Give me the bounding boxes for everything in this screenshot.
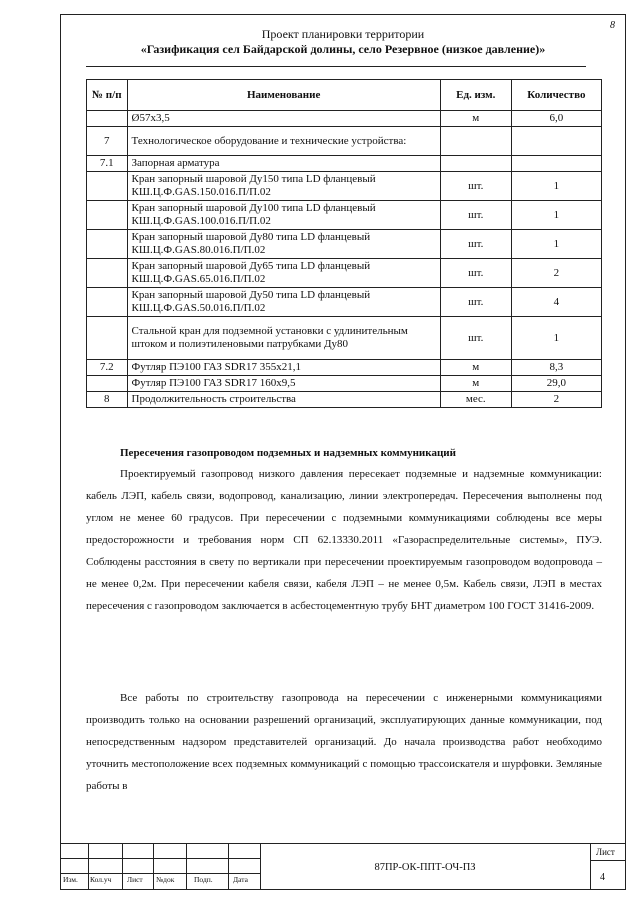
cell-name: Стальной кран для подземной установки с удлинительным штоком и полиэтиленовыми патрубками Ду80: [127, 317, 440, 360]
cell-unit: шт.: [440, 259, 511, 288]
stamp-label-podp: Подп.: [194, 875, 213, 884]
specification-table: [86, 79, 602, 408]
table-row: [87, 230, 602, 259]
cell-num: 7: [87, 127, 128, 156]
cell-unit: м: [440, 360, 511, 376]
cell-unit: шт.: [440, 230, 511, 259]
header-rule: [86, 66, 586, 67]
table-row: [87, 111, 602, 127]
cell-unit: [440, 127, 511, 156]
table-row: [87, 259, 602, 288]
cell-num: [87, 201, 128, 230]
cell-name: Запорная арматура: [127, 156, 440, 172]
header-name: Наименование: [127, 80, 440, 111]
cell-num: [87, 172, 128, 201]
section-title: Пересечения газопроводом подземных и надземных коммуникаций: [120, 447, 456, 459]
cell-qty: 2: [511, 259, 601, 288]
cell-qty: 1: [511, 317, 601, 360]
cell-unit: шт.: [440, 288, 511, 317]
cell-name: Ø57х3,5: [127, 111, 440, 127]
page-number: 8: [610, 20, 615, 31]
cell-name: Кран запорный шаровой Ду80 типа LD фланцевый КШ.Ц.Ф.GAS.80.016.П/П.02: [127, 230, 440, 259]
cell-num: [87, 230, 128, 259]
table-row: [87, 360, 602, 376]
cell-num: [87, 259, 128, 288]
paragraph-1: Проектируемый газопровод низкого давления пересекает подземные и надземные коммуникации: кабель ЛЭП, кабель связи, водопровод, канализацию, линии электропередач. Пересечения выполнены под углом не менее 60 градусов. При пересечении с подземными коммуникациями соблюдены все меры предосторожности и требования норм СП 62.13330.2011 «Газораспределительные системы», ПУЭ. Соблюдены расстояния в свету по вертикали при пересечении проектируемым газопроводом водопровода – не менее 0,2м. При пересечении кабеля связи, кабеля ЛЭП – не менее 0,5м. Кабель связи, ЛЭП в местах пересечения с газопроводом заключается в асбестоцементную трубу БНТ диаметром 100 ГОСТ 31416-2009.: [86, 468, 602, 612]
stamp-label-izm: Изм.: [63, 875, 78, 884]
cell-name: Кран запорный шаровой Ду150 типа LD фланцевый КШ.Ц.Ф.GAS.150.016.П/П.02: [127, 172, 440, 201]
table-row: [87, 127, 602, 156]
cell-name: Футляр ПЭ100 ГАЗ SDR17 355х21,1: [127, 360, 440, 376]
table-row: [87, 172, 602, 201]
table-row: [87, 201, 602, 230]
table-header-row: [87, 80, 602, 111]
cell-unit: шт.: [440, 201, 511, 230]
cell-num: [87, 288, 128, 317]
cell-num: 7.1: [87, 156, 128, 172]
cell-unit: [440, 156, 511, 172]
cell-qty: 2: [511, 392, 601, 408]
stamp-label-doc: №док: [156, 875, 175, 884]
cell-qty: 1: [511, 230, 601, 259]
cell-name: Продолжительность строительства: [127, 392, 440, 408]
cell-qty: 8,3: [511, 360, 601, 376]
cell-name: Футляр ПЭ100 ГАЗ SDR17 160х9,5: [127, 376, 440, 392]
cell-unit: шт.: [440, 317, 511, 360]
cell-qty: 1: [511, 172, 601, 201]
cell-num: [87, 317, 128, 360]
table-row: [87, 288, 602, 317]
paragraph-2: Все работы по строительству газопровода на пересечении с инженерными коммуникациями производить только на основании разрешений организаций, эксплуатирующих данные коммуникации, под непосредственным надзором представителей организаций. До начала производства работ необходимо уточнить местоположение всех подземных коммуникаций с помощью трассоискателя и шурфовки. Земляные работы в: [86, 692, 602, 792]
cell-num: 8: [87, 392, 128, 408]
cell-qty: [511, 156, 601, 172]
cell-unit: м: [440, 111, 511, 127]
cell-num: 7.2: [87, 360, 128, 376]
sheet-number: 4: [600, 872, 605, 883]
table-row: [87, 156, 602, 172]
cell-qty: 1: [511, 201, 601, 230]
sheet-label: Лист: [596, 847, 615, 857]
cell-num: [87, 111, 128, 127]
cell-unit: м: [440, 376, 511, 392]
cell-qty: 4: [511, 288, 601, 317]
table-row: [87, 392, 602, 408]
cell-qty: 6,0: [511, 111, 601, 127]
header-num: № п/п: [87, 80, 128, 111]
table-row: [87, 317, 602, 360]
cell-qty: 29,0: [511, 376, 601, 392]
stamp-label-list: Лист: [127, 875, 143, 884]
cell-unit: мес.: [440, 392, 511, 408]
stamp-label-kol: Кол.уч: [90, 875, 112, 884]
header-line-1: Проект планировки территории: [261, 27, 425, 41]
header-qty: Количество: [511, 80, 601, 111]
stamp-label-date: Дата: [233, 875, 248, 884]
cell-name: Кран запорный шаровой Ду100 типа LD фланцевый КШ.Ц.Ф.GAS.100.016.П/П.02: [127, 201, 440, 230]
cell-name: Кран запорный шаровой Ду50 типа LD фланцевый КШ.Ц.Ф.GAS.50.016.П/П.02: [127, 288, 440, 317]
cell-unit: шт.: [440, 172, 511, 201]
table-row: [87, 376, 602, 392]
cell-name: Технологическое оборудование и технические устройства:: [127, 127, 440, 156]
header-line-2: «Газификация сел Байдарской долины, село Резервное (низкое давление)»: [140, 42, 546, 56]
cell-qty: [511, 127, 601, 156]
document-code: 87ПР-ОК-ППТ-ОЧ-ПЗ: [374, 862, 476, 873]
cell-name: Кран запорный шаровой Ду65 типа LD фланцевый КШ.Ц.Ф.GAS.65.016.П/П.02: [127, 259, 440, 288]
cell-num: [87, 376, 128, 392]
header-unit: Ед. изм.: [440, 80, 511, 111]
